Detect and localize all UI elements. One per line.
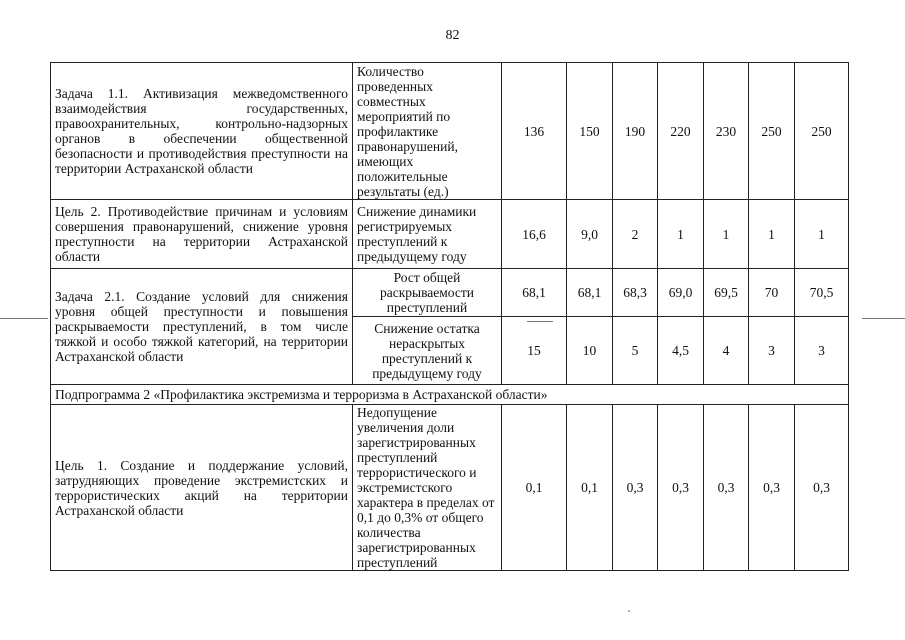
indicator-cell: Количество проведенных совместных мероприятий по профилактике правонарушений, имеющих положительные результаты (ед.) [353,63,502,200]
value-cell: 1 [704,200,749,269]
subprogram-heading: Подпрограмма 2 «Профилактика экстремизма и терроризма в Астраханской области» [51,385,849,405]
value-cell: 230 [704,63,749,200]
value-cell: 2 [613,200,658,269]
value-cell: 70 [749,269,795,317]
indicator-cell: Рост общей раскрываемости преступлений [353,269,502,317]
table-row [51,269,849,317]
value-cell: 1 [749,200,795,269]
value-cell: 68,1 [502,269,567,317]
indicator-cell: Снижение динамики регистрируемых преступлений к предыдущему году [353,200,502,269]
value-cell: 1 [795,200,849,269]
value-cell: 4,5 [658,317,704,385]
value-cell: 250 [749,63,795,200]
value-cell: 68,1 [567,269,613,317]
scan-artifact-line [527,321,553,322]
value-cell: 10 [567,317,613,385]
value-cell: 3 [795,317,849,385]
goal-cell: Задача 1.1. Активизация межведомственного взаимодействия государственных, правоохранительных, контрольно-надзорных органов в обеспечении общественной безопасности и противодействия преступности на территории Астраханской области [51,63,353,200]
indicator-cell: Недопущение увеличения доли зарегистрированных преступлений террористического и экстремистского характера в пределах от 0,1 до 0,3% от общего количества зарегистрированных преступлений [353,405,502,571]
value-cell: 70,5 [795,269,849,317]
goal-cell: Цель 2. Противодействие причинам и условиям совершения правонарушений, снижение уровня преступности на территории Астраханской области [51,200,353,269]
value-cell: 4 [704,317,749,385]
value-cell: 0,3 [613,405,658,571]
scan-artifact-line [862,318,905,319]
value-cell: 69,0 [658,269,704,317]
value-cell: 9,0 [567,200,613,269]
value-cell: 0,3 [749,405,795,571]
value-cell: 150 [567,63,613,200]
table-row [51,63,849,200]
value-cell: 5 [613,317,658,385]
value-cell: 190 [613,63,658,200]
goal-cell: Задача 2.1. Создание условий для снижения уровня общей преступности и повышения раскрываемости преступлений, в том числе тяжкой и особо тяжкой категорий, на территории Астраханской области [51,269,353,385]
value-cell: 15 [502,317,567,385]
value-cell: 16,6 [502,200,567,269]
value-cell: 3 [749,317,795,385]
page-number: 82 [445,28,460,43]
indicator-table [50,62,849,571]
value-cell: 250 [795,63,849,200]
table-row [51,405,849,571]
scan-speck [628,610,630,612]
value-cell: 220 [658,63,704,200]
value-cell: 0,3 [704,405,749,571]
section-row [51,385,849,405]
value-cell: 0,1 [567,405,613,571]
value-cell: 69,5 [704,269,749,317]
value-cell: 68,3 [613,269,658,317]
value-cell: 0,3 [658,405,704,571]
table-row [51,200,849,269]
value-cell: 136 [502,63,567,200]
goal-cell: Цель 1. Создание и поддержание условий, затрудняющих проведение экстремистских и террористических акций на территории Астраханской области [51,405,353,571]
scan-artifact-line [0,318,48,319]
value-cell: 0,3 [795,405,849,571]
value-cell: 1 [658,200,704,269]
indicator-cell: Снижение остатка нераскрытых преступлений к предыдущему году [353,317,502,385]
value-cell: 0,1 [502,405,567,571]
